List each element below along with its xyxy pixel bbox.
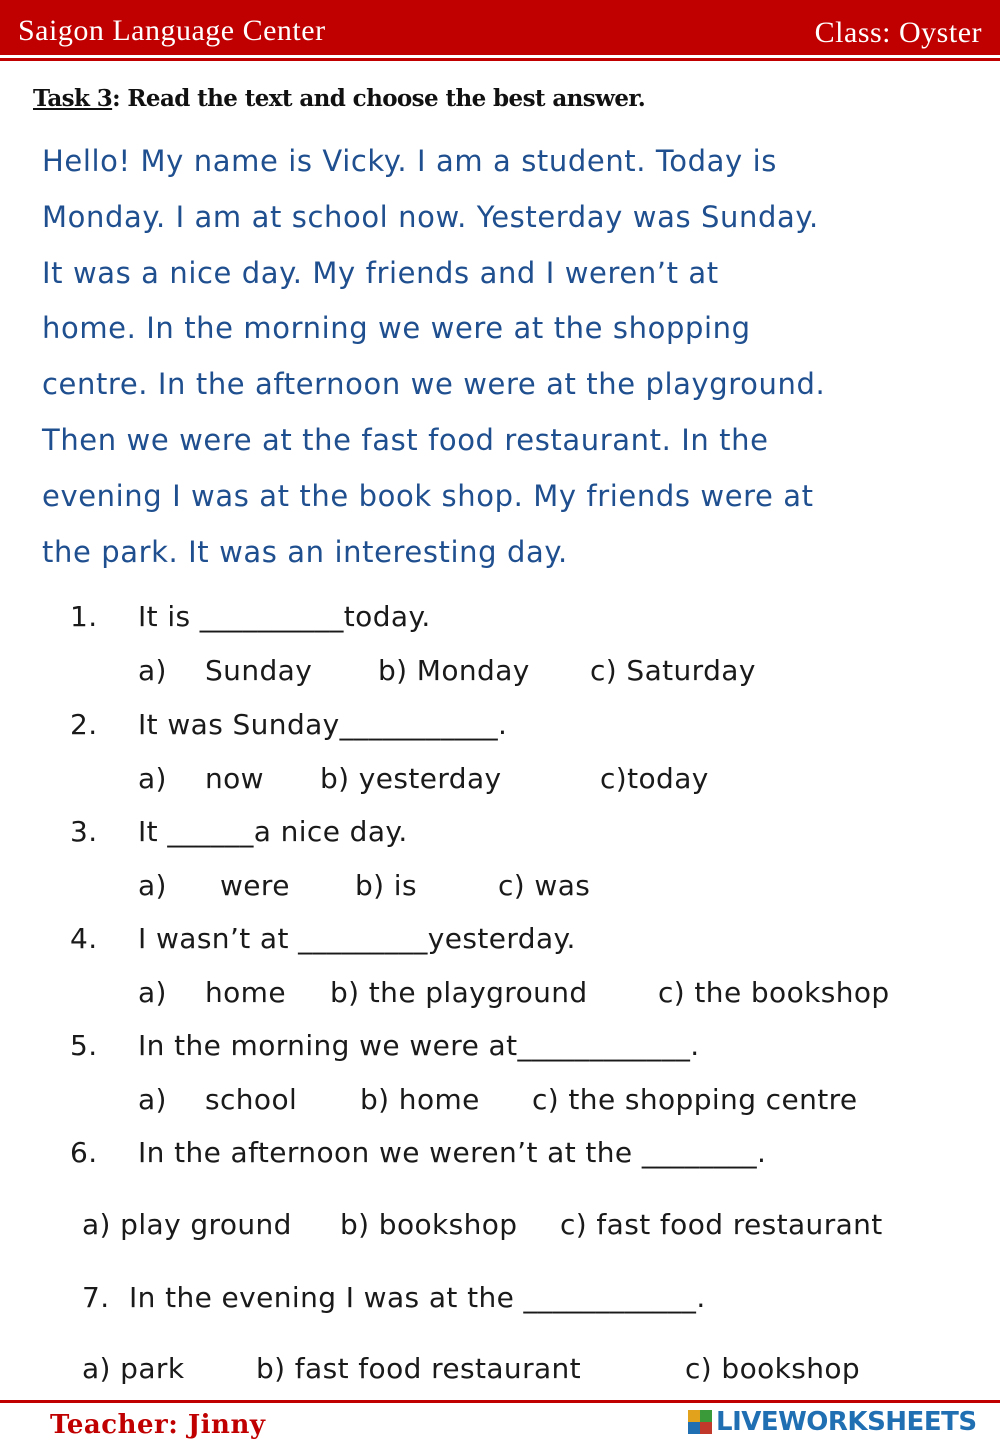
question-text: It is __________today. [138, 600, 431, 633]
question-text: I wasn’t at _________yesterday. [138, 922, 576, 955]
option-c[interactable]: c) bookshop [685, 1352, 861, 1385]
passage-line: centre. In the afternoon we were at the playground. [42, 367, 826, 402]
option-a[interactable]: now [205, 762, 264, 795]
passage-line: Hello! My name is Vicky. I am a student. Today is [42, 144, 777, 178]
passage-line: the park. It was an interesting day. [42, 534, 568, 569]
option-a[interactable]: a) park [82, 1352, 185, 1385]
option-a-label[interactable]: a) [138, 976, 167, 1009]
option-c[interactable]: c) fast food restaurant [560, 1208, 883, 1241]
option-a[interactable]: home [205, 976, 286, 1009]
option-b[interactable]: b) Monday [378, 654, 530, 687]
question-text: In the morning we were at____________. [138, 1029, 700, 1062]
question-number: 7. [82, 1281, 110, 1314]
option-b[interactable]: b) home [360, 1083, 480, 1116]
option-c[interactable]: c)today [600, 762, 709, 795]
question-text: In the afternoon we weren’t at the ________. [138, 1136, 767, 1169]
task-label: Task 3 [33, 85, 113, 112]
question-number: 1. [70, 600, 98, 633]
option-a[interactable]: Sunday [205, 654, 313, 687]
option-a[interactable]: a) play ground [82, 1208, 292, 1241]
option-a-label[interactable]: a) [138, 762, 167, 795]
question-number: 5. [70, 1029, 98, 1062]
option-b[interactable]: b) is [355, 869, 417, 902]
option-c[interactable]: c) Saturday [590, 654, 756, 687]
option-b[interactable]: b) bookshop [340, 1208, 518, 1241]
question-number: 2. [70, 708, 98, 741]
option-a-label[interactable]: a) [138, 869, 167, 902]
passage-line: evening I was at the book shop. My friends were at [42, 478, 814, 513]
option-b[interactable]: b) yesterday [320, 762, 502, 795]
passage-line: Monday. I am at school now. Yesterday was Sunday. [42, 199, 819, 234]
option-b[interactable]: b) fast food restaurant [256, 1352, 582, 1385]
header-bar [0, 0, 1000, 55]
class-label: Class: Oyster [814, 16, 982, 49]
passage-line: home. In the morning we were at the shopping [42, 311, 751, 346]
option-c[interactable]: c) the shopping centre [532, 1083, 858, 1116]
question-number: 6. [70, 1136, 98, 1169]
question-text: It was Sunday___________. [138, 708, 508, 741]
liveworksheets-brand: LIVEWORKSHEETS [716, 1407, 977, 1437]
passage-line: It was a nice day. My friends and I weren’t at [42, 255, 719, 290]
liveworksheets-logo-icon [688, 1410, 712, 1434]
liveworksheets-logo[interactable] [688, 1406, 977, 1438]
reading-passage [42, 134, 962, 580]
task-title [33, 85, 645, 112]
footer-divider [0, 1400, 1000, 1403]
option-a-label[interactable]: a) [138, 1083, 167, 1116]
question-number: 3. [70, 815, 98, 848]
option-a[interactable]: were [220, 869, 290, 902]
teacher-name: Teacher: Jinny [50, 1410, 266, 1440]
question-number: 4. [70, 922, 98, 955]
center-name: Saigon Language Center [18, 14, 326, 47]
option-a[interactable]: school [205, 1083, 298, 1116]
question-text: It ______a nice day. [138, 815, 408, 848]
passage-line: Then we were at the fast food restaurant. In the [42, 422, 769, 457]
header-divider [0, 58, 1000, 61]
question-text: In the evening I was at the ____________. [129, 1281, 706, 1314]
option-c[interactable]: c) was [498, 869, 591, 902]
option-a-label[interactable]: a) [138, 654, 167, 687]
option-b[interactable]: b) the playground [330, 976, 588, 1009]
task-instruction: : Read the text and choose the best answer. [112, 85, 646, 112]
option-c[interactable]: c) the bookshop [658, 976, 890, 1009]
